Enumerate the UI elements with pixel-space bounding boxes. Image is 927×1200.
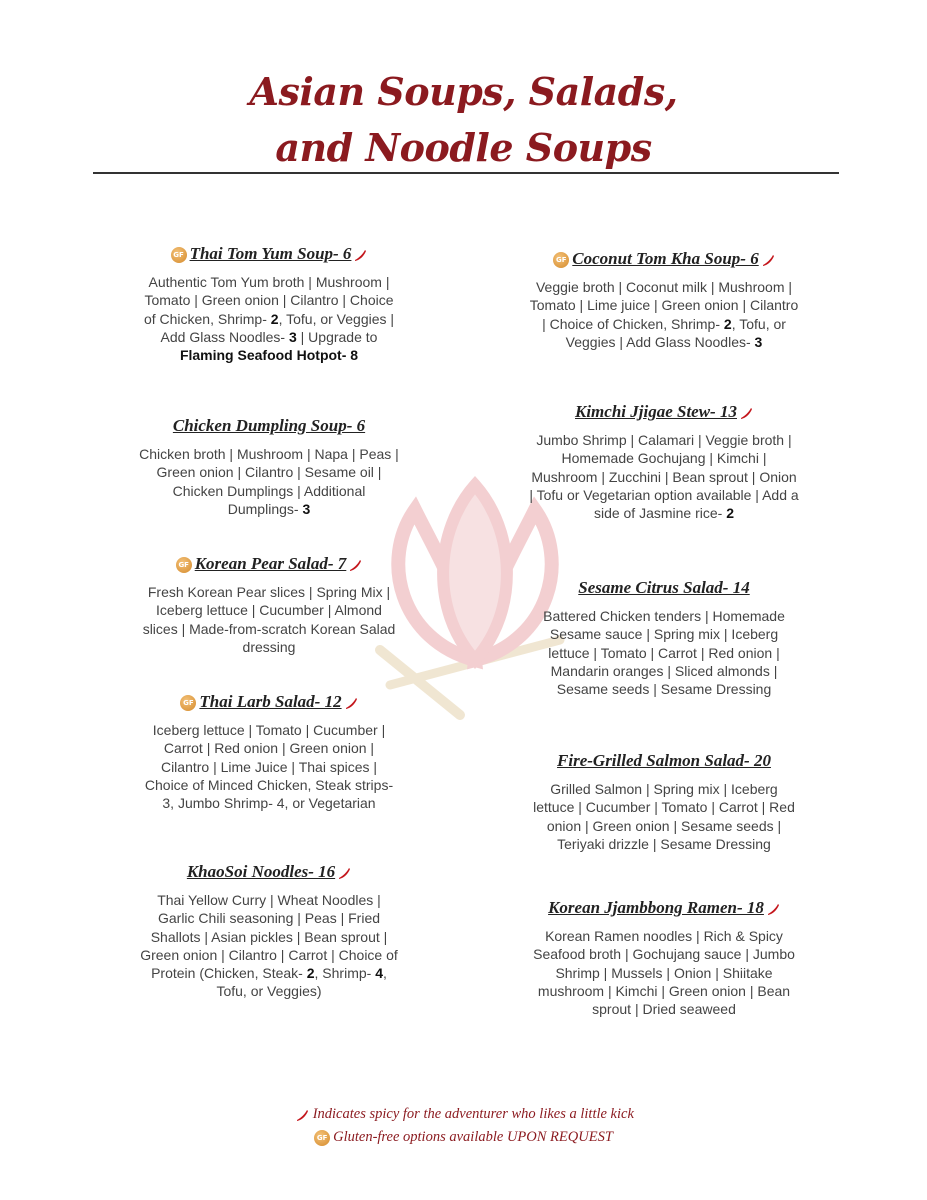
chili-pepper-icon	[739, 406, 753, 420]
item-description: Chicken broth | Mushroom | Napa | Peas | Green onion | Cilantro | Sesame oil | Chicken Dumplings | Additional Dumplings- 3	[139, 446, 399, 517]
gf-legend-text: Gluten-free options available	[333, 1129, 507, 1145]
chili-pepper-icon	[348, 558, 362, 572]
item-description: Battered Chicken tenders | Homemade Sesame sauce | Spring mix | Iceberg lettuce | Tomato | Carrot | Red onion | Mandarin oranges | Sliced almonds | Sesame seeds | Sesame Dressing	[543, 608, 785, 698]
item-name: Sesame Citrus Salad- 14	[578, 578, 750, 597]
menu-item-khaosoi-noodles	[138, 861, 400, 1001]
title-divider	[93, 172, 839, 174]
menu-item-fire-grilled-salmon-salad	[528, 750, 800, 853]
chili-pepper-icon	[344, 696, 358, 710]
chili-pepper-icon	[766, 902, 780, 916]
item-name: Thai Tom Yum Soup- 6	[189, 244, 352, 263]
chili-pepper-icon	[295, 1108, 309, 1122]
item-name: Korean Jjambbong Ramen- 18	[548, 898, 764, 917]
menu-item-korean-jjambbong-ramen	[528, 897, 800, 1018]
menu-item-coconut-tom-kha	[528, 248, 800, 351]
menu-item-sesame-citrus-salad	[528, 577, 800, 698]
item-description: Thai Yellow Curry | Wheat Noodles | Garlic Chili seasoning | Peas | Fried Shallots | Asian pickles | Bean sprout | Green onion | Cilantro | Carrot | Choice of Protein (Chicken, Steak- 2, Shrimp- 4, Tofu, or Veggies)	[140, 892, 398, 1000]
item-name: Kimchi Jjigae Stew- 13	[575, 402, 737, 421]
gf-badge-icon: GF	[180, 695, 196, 711]
chili-pepper-icon	[761, 253, 775, 267]
item-description: Korean Ramen noodles | Rich & Spicy Seafood broth | Gochujang sauce | Jumbo Shrimp | Mussels | Onion | Shiitake mushroom | Kimchi | Green onion | Bean sprout | Dried seaweed	[533, 928, 795, 1018]
item-description: Jumbo Shrimp | Calamari | Veggie broth | Homemade Gochujang | Kimchi | Mushroom | Zucchini | Bean sprout | Onion | Tofu or Vegetarian option available | Add a side of Jasmine rice- 2	[529, 432, 799, 522]
menu-item-korean-pear-salad	[138, 553, 400, 656]
item-name: Fire-Grilled Salmon Salad- 20	[557, 751, 771, 770]
menu-item-thai-tom-yum	[138, 243, 400, 364]
gf-badge-icon: GF	[553, 252, 569, 268]
menu-title-line2: and Noodle Soups	[275, 125, 652, 170]
item-description: Fresh Korean Pear slices | Spring Mix | Iceberg lettuce | Cucumber | Almond slices | Made-from-scratch Korean Salad dressing	[142, 584, 396, 655]
menu-title-line1: Asian Soups, Salads,	[249, 69, 678, 114]
item-name: Korean Pear Salad- 7	[194, 554, 347, 573]
menu-item-kimchi-jjigae	[528, 401, 800, 522]
gf-legend-emphasis: UPON REQUEST	[506, 1129, 613, 1145]
footer-spicy-legend	[0, 1106, 927, 1123]
chili-pepper-icon	[353, 248, 367, 262]
gf-badge-icon: GF	[176, 557, 192, 573]
gf-badge-icon: GF	[171, 247, 187, 263]
chili-pepper-icon	[337, 866, 351, 880]
menu-item-chicken-dumpling	[138, 415, 400, 518]
footer-gf-legend	[0, 1129, 927, 1146]
item-name: Coconut Tom Kha Soup- 6	[572, 249, 759, 268]
item-name: Chicken Dumpling Soup- 6	[172, 416, 366, 435]
item-description: Authentic Tom Yum broth | Mushroom | Tomato | Green onion | Cilantro | Choice of Chicken, Shrimp- 2, Tofu, or Veggies | Add Glass Noodles- 3 | Upgrade to Flaming Seafood Hotpot- 8	[143, 274, 395, 364]
gf-badge-icon: GF	[314, 1130, 330, 1146]
spicy-legend-text: Indicates spicy for the adventurer who likes a little kick	[312, 1106, 634, 1122]
item-description: Grilled Salmon | Spring mix | Iceberg lettuce | Cucumber | Tomato | Carrot | Red onion | Green onion | Sesame seeds | Teriyaki drizzle | Sesame Dressing	[533, 781, 795, 852]
item-name: Thai Larb Salad- 12	[199, 692, 342, 711]
item-description: Iceberg lettuce | Tomato | Cucumber | Carrot | Red onion | Green onion | Cilantro | Lime Juice | Thai spices | Choice of Minced Chicken, Steak strips- 3, Jumbo Shrimp- 4, or Vegetarian	[144, 722, 394, 812]
item-name: KhaoSoi Noodles- 16	[186, 862, 336, 881]
menu-item-thai-larb-salad	[138, 691, 400, 812]
item-description: Veggie broth | Coconut milk | Mushroom | Tomato | Lime juice | Green onion | Cilantro | Choice of Chicken, Shrimp- 2, Tofu, or Veggies | Add Glass Noodles- 3	[529, 279, 799, 350]
